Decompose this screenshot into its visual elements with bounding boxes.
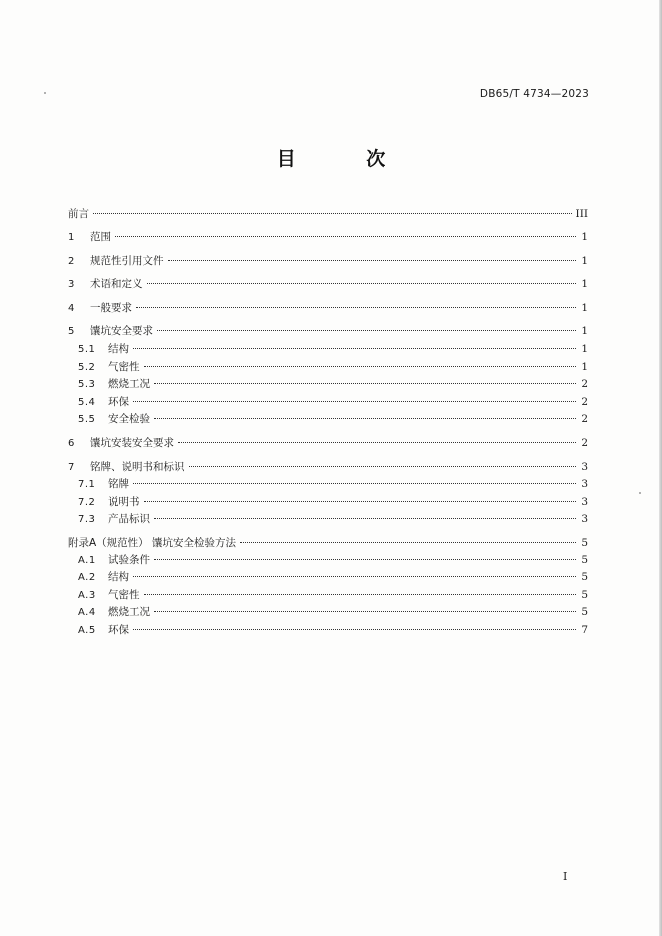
- toc-entry-page: 1: [581, 278, 588, 291]
- toc-entry-label: 前言: [68, 208, 89, 220]
- toc-leader-dots: [133, 576, 576, 577]
- toc-entry-number: 4: [68, 302, 75, 314]
- toc-entry-label: 术语和定义: [90, 278, 143, 291]
- toc-entry-number: 5.4: [78, 396, 96, 408]
- toc-entry-page: 5: [581, 588, 588, 601]
- toc-entry-page: 1: [581, 231, 588, 243]
- toc-entry[interactable]: [68, 622, 588, 640]
- toc-entry-label: 馕坑安全要求: [90, 325, 153, 338]
- toc-entry-page: 5: [581, 606, 588, 619]
- toc-leader-dots: [133, 348, 576, 349]
- toc-entry-label: 安全检验: [108, 413, 150, 426]
- toc-entry[interactable]: [68, 435, 588, 453]
- toc-entry-number: 6: [68, 437, 75, 449]
- toc-entry-page: 7: [581, 623, 588, 636]
- toc-entry[interactable]: [68, 253, 588, 271]
- toc-leader-dots: [144, 594, 577, 595]
- toc-entry-number: 7.2: [78, 496, 96, 508]
- toc-entry[interactable]: [68, 229, 588, 247]
- toc-entry[interactable]: [68, 569, 588, 587]
- toc-leader-dots: [133, 629, 576, 630]
- toc-entry[interactable]: [68, 323, 588, 341]
- toc-entry-label: 铭牌: [108, 478, 129, 491]
- toc-entry[interactable]: [68, 359, 588, 377]
- toc-leader-dots: [133, 401, 576, 402]
- toc-leader-dots: [147, 283, 577, 284]
- toc-entry[interactable]: [68, 604, 588, 622]
- toc-entry-number: 7.3: [78, 514, 96, 526]
- toc-entry[interactable]: [68, 300, 588, 318]
- toc-entry-label: 馕坑安装安全要求: [90, 436, 174, 449]
- toc-entry[interactable]: [68, 552, 588, 570]
- toc-entry-label: 附录A（规范性） 馕坑安全检验方法: [68, 536, 237, 549]
- toc-leader-dots: [154, 611, 576, 612]
- toc-entry-label: 燃烧工况: [108, 378, 150, 391]
- table-of-contents: [68, 205, 588, 639]
- toc-entry-page: III: [575, 208, 588, 220]
- toc-entry-number: A.1: [78, 554, 96, 566]
- toc-entry-page: 1: [581, 342, 588, 355]
- toc-entry[interactable]: [68, 411, 588, 429]
- toc-entry[interactable]: [68, 587, 588, 605]
- scan-speck: [639, 492, 641, 494]
- toc-entry-number: A.5: [78, 624, 96, 636]
- toc-entry-number: A.4: [78, 607, 96, 619]
- toc-entry-page: 5: [581, 571, 588, 584]
- toc-leader-dots: [168, 260, 577, 261]
- toc-entry-page: 5: [581, 553, 588, 566]
- toc-entry-page: 2: [581, 436, 588, 449]
- toc-leader-dots: [133, 483, 576, 484]
- toc-leader-dots: [144, 501, 577, 502]
- toc-leader-dots: [144, 366, 577, 367]
- toc-leader-dots: [154, 518, 576, 519]
- toc-entry-label: 一般要求: [90, 301, 132, 314]
- toc-leader-dots: [136, 307, 576, 308]
- toc-entry-page: 5: [581, 536, 588, 549]
- toc-entry-page: 3: [581, 513, 588, 526]
- toc-entry[interactable]: [68, 205, 588, 223]
- toc-entry-label: 试验条件: [108, 553, 150, 566]
- toc-entry-page: 1: [581, 301, 588, 314]
- document-number: DB65/T 4734—2023: [479, 88, 589, 100]
- toc-entry-page: 3: [581, 478, 588, 491]
- toc-entry-number: 1: [68, 232, 75, 243]
- toc-entry-label: 说明书: [108, 495, 140, 508]
- toc-entry-label: 气密性: [108, 360, 140, 373]
- toc-entry-page: 2: [581, 378, 588, 391]
- toc-entry-number: A.2: [78, 572, 96, 584]
- toc-entry-label: 环保: [108, 623, 129, 636]
- toc-entry-label: 环保: [108, 395, 129, 408]
- toc-entry-number: 5.2: [78, 361, 96, 373]
- toc-entry[interactable]: [68, 494, 588, 512]
- toc-entry-number: 5.3: [78, 379, 96, 391]
- toc-entry[interactable]: [68, 476, 588, 494]
- toc-entry-label: 铭牌、说明书和标识: [90, 460, 185, 473]
- toc-entry-number: 5.1: [78, 343, 96, 355]
- toc-entry-label: 气密性: [108, 588, 140, 601]
- toc-leader-dots: [178, 442, 576, 443]
- toc-leader-dots: [93, 213, 572, 214]
- toc-entry-page: 2: [581, 413, 588, 426]
- toc-entry-label: 结构: [108, 571, 129, 584]
- toc-leader-dots: [154, 383, 576, 384]
- page-number: I: [563, 870, 568, 883]
- scan-speck: [44, 92, 46, 94]
- toc-entry[interactable]: [68, 341, 588, 359]
- toc-leader-dots: [154, 559, 576, 560]
- toc-entry[interactable]: [68, 511, 588, 529]
- toc-entry-label: 产品标识: [108, 513, 150, 526]
- toc-entry-page: 1: [581, 254, 588, 267]
- toc-entry[interactable]: [68, 276, 588, 294]
- toc-entry-label: 范围: [90, 231, 111, 243]
- toc-leader-dots: [189, 466, 577, 467]
- toc-entry-number: 3: [68, 279, 75, 291]
- toc-entry-page: 3: [581, 495, 588, 508]
- toc-entry-page: 1: [581, 325, 588, 338]
- toc-entry[interactable]: [68, 535, 588, 552]
- toc-entry[interactable]: [68, 376, 588, 394]
- toc-entry-label: 燃烧工况: [108, 606, 150, 619]
- toc-leader-dots: [115, 236, 576, 237]
- toc-entry-label: 规范性引用文件: [90, 254, 164, 267]
- toc-entry-number: 7: [68, 461, 75, 473]
- toc-entry-page: 3: [581, 460, 588, 473]
- toc-entry-number: 2: [68, 255, 75, 267]
- toc-entry[interactable]: [68, 394, 588, 412]
- toc-entry-number: 5.5: [78, 414, 96, 426]
- toc-entry-number: A.3: [78, 589, 96, 601]
- toc-leader-dots: [157, 330, 576, 331]
- toc-entry-label: 结构: [108, 342, 129, 355]
- toc-leader-dots: [240, 542, 576, 543]
- page-title: 目 次: [276, 148, 418, 170]
- toc-entry-page: 2: [581, 395, 588, 408]
- toc-entry-page: 1: [581, 360, 588, 373]
- toc-entry-number: 7.1: [78, 479, 96, 491]
- toc-entry[interactable]: [68, 459, 588, 477]
- toc-leader-dots: [154, 418, 576, 419]
- toc-entry-number: 5: [68, 326, 75, 338]
